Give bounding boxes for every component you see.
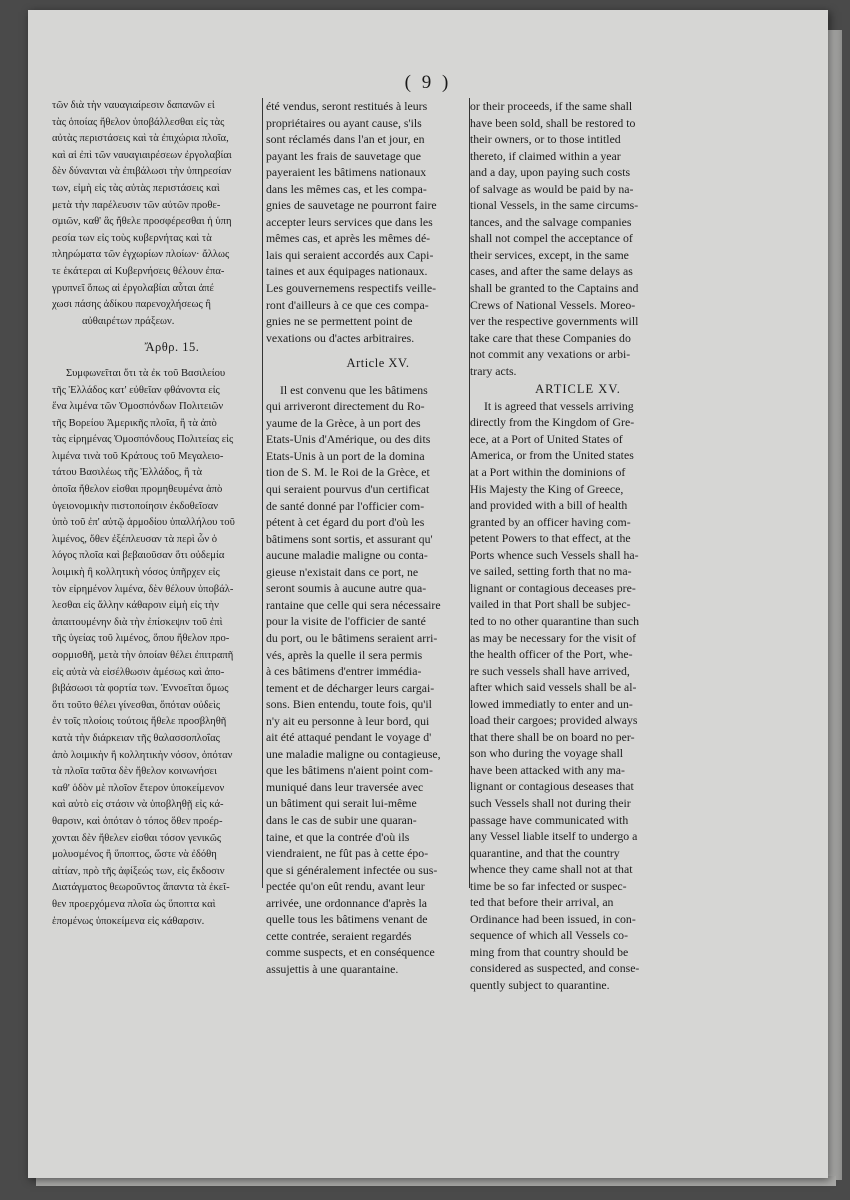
text-line: δὲν δύνανται νὰ ἐπιβάλωσι τὴν ὑπηρεσίαν [52,166,232,178]
text-line: à ces bâtimens d'entrer immédia- [266,664,422,679]
text-line: aucune maladie maligne ou conta- [266,548,428,563]
text-line: petent Powers to that effect, at the [470,531,631,546]
text-line: τάτου Βασιλέως τῆς Ἑλλάδος, ἢ τὰ [52,467,202,479]
text-line: the health officer of the Port, whe- [470,647,633,662]
english-article-body [470,398,686,994]
text-line: ὅτι τοῦτο θέλει γίνεσθαι, ὅπόταν οὐδεὶς [52,699,221,711]
text-line: have been sold, shall be restored to [470,115,636,130]
text-line: ve sailed, setting forth that no ma- [470,564,632,579]
text-line: été vendus, seront restitués à leurs [266,99,428,113]
text-line: ἐν τοῖς πλοίοις τούτοις ἤθελε προσβληθῆ [52,716,227,728]
text-line: that there shall be on board no per- [470,729,635,744]
text-line: τε ἑκάτεραι αἱ Κυβερνήσεις θέλουν ἐπα- [52,265,225,277]
text-line: muniqué dans leur traversée avec [266,779,424,794]
greek-intro-paragraph [52,98,292,330]
text-line: payeraient les bâtimens nationaux [266,165,427,180]
text-line: γρυπνεῖ ὅπως αἱ ἐργολαβίαι αὗται ἀπέ [52,282,214,294]
text-line: as may be necessary for the visit of [470,630,637,645]
text-line: vailed in that Port shall be subjec- [470,597,631,612]
text-line: ece, at a Port of United States of [470,431,623,446]
text-line: de santé donné par l'officier com- [266,498,425,513]
text-line: and a day, upon paying such costs [470,165,631,180]
text-line: λοιμικὴ ἢ κολλητικὴ νόσος ὑπῆρχεν εἰς [52,567,220,579]
text-line: ἀπαιτουμένην διὰ τὴν ἐπίσκεψιν τοῦ ἐπὶ [52,616,223,628]
text-line: sont réclamés dans l'an et jour, en [266,132,425,147]
text-line: ρεσία των εἰς τοὺς κυβερνήτας καὶ τὰ [52,232,212,244]
text-line: tances, and the salvage companies [470,214,632,229]
text-line: que les bâtimens n'aient point com- [266,763,433,778]
text-line: arrivée, une ordonnance d'après la [266,895,427,910]
text-line: Etats-Unis d'Amérique, ou des dits [266,432,431,447]
text-line: μολυσμένος ἢ ὕποπτος, ὥστε νὰ ἐδόθη [52,849,217,861]
text-line: considered as suspected, and conse- [470,961,640,976]
text-line: gieuse n'existait dans ce port, ne [266,564,419,579]
text-line: τὰς ὁποίας ἤθελον ὑποβάλλεσθαι εἰς τὰς [52,116,225,128]
text-line: ὁποῖα ἤθελον εἰσθαι προμηθευμένα ἀπὸ [52,484,223,496]
text-line: λόγος πλοῖα καὶ βεβαιοῦσαν ὅτι οὐδεμία [52,550,225,562]
text-line: sequence of which all Vessels co- [470,928,629,943]
text-line: propriétaires ou ayant cause, s'ils [266,115,422,130]
text-line: assujettis à une quarantaine. [266,961,399,976]
text-line: trary acts. [470,363,517,378]
text-line: cette contrée, seraient regardés [266,928,412,943]
text-line: αὐτὰς περιστάσεις καὶ τὰ ἐπιχώρια πλοῖα, [52,133,229,145]
text-line: qui seraient pourvus d'un certificat [266,482,430,497]
text-line: lignant or contagious deceases pre- [470,580,636,595]
text-line: ming from that country should be [470,944,629,959]
text-line: dans les mêmes cas, et les compa- [266,181,427,196]
text-line: τὰς εἰρημένας Ὁμοσπόνδους Πολιτείας εἰς [52,434,234,446]
text-line: ront d'ailleurs à ce que ces compa- [266,297,429,312]
text-line: of salvage as would be paid by na- [470,181,634,196]
text-line: χωσι πάσης ἀδίκου παρενοχλήσεως ἢ [52,299,211,311]
text-line: and provided with a bill of health [470,498,628,513]
text-line: not commit any vexations or arbi- [470,347,631,362]
text-line: gnies ne se permettent point de [266,314,413,329]
text-line: accepter leurs services que dans les [266,214,433,229]
text-line: taine, et que la contrée d'où ils [266,829,410,844]
text-line: ἕνα λιμένα τῶν Ὁμοσπόνδων Πολιτειῶν [52,401,224,413]
text-line: taines et aux équipages nationaux. [266,264,428,279]
text-line: ὑγειονομικὴν πιστοποίησιν ἐκδοθεῖσαν [52,500,219,512]
text-line: τὰ πλοῖα ταῦτα δὲν ἤθελον κοινωνήσει [52,766,217,778]
text-line: Διατάγματος θεωροῦντος ἅπαντα τὰ ἐκεῖ- [52,882,230,894]
text-line: rantaine que celle qui sera nécessaire [266,597,441,612]
page-number: ( 9 ) [404,72,452,93]
text-line: load their cargoes; provided always [470,713,638,728]
text-line: τῆς Βορείου Ἀμερικῆς πλοῖα, ἢ τὰ ἀπὸ [52,417,217,429]
text-line: Etats-Unis à un port de la domina [266,448,425,463]
text-line: un bâtiment qui serait lui-même [266,796,417,811]
text-line: their owners, or to those intitled [470,132,621,147]
text-line: σμιῶν, καθ' ἃς ἤθελε προσφέρεσθαι ἡ ὑπη [52,216,232,228]
text-line: granted by an officer having com- [470,514,631,529]
text-line: ἀπὸ λοιμικὴν ἢ κολλητικὴν νόσον, ὁπόταν [52,749,233,761]
text-line: such Vessels shall not during their [470,795,631,810]
text-line: ted to no other quarantine than such [470,613,640,628]
page-stack-edge [828,30,842,1180]
text-line: cases, and after the same delays as [470,264,633,279]
text-line: χονται δὲν ἤθελεν εἰσθαι τόσον γενικῶς [52,832,222,844]
text-line: θεν προερχόμενα πλοῖα ὡς ὕποπτα καὶ [52,898,216,910]
text-line: ver the respective governments will [470,314,639,329]
text-line: vexations ou d'actes arbitraires. [266,330,415,345]
text-line: shall not compel the acceptance of [470,231,633,246]
text-line: quelle tous les bâtimens venant de [266,912,428,927]
text-line: τῶν διὰ τὴν ναυαγιαίρεσιν δαπανῶν εἰ [52,100,215,111]
text-line: Crews of National Vessels. Moreo- [470,297,636,312]
greek-column [52,98,292,930]
text-line: tement et de décharger leurs cargai- [266,680,435,695]
text-line: σορμισθῆ, μετὰ τὴν ὁποίαν θέλει ἐπιτραπῆ [52,650,234,661]
text-line: yaume de la Grèce, à un port des [266,415,421,430]
text-line: dans le cas de subir une quaran- [266,812,417,827]
text-line: or their proceeds, if the same shall [470,99,633,113]
text-line: mêmes cas, et après les mêmes dé- [266,231,431,246]
text-line: τῆς Ἑλλάδος κατ' εὐθεῖαν φθάνοντα εἰς [52,384,220,396]
text-line: pétent à cet égard du port d'où les [266,515,425,530]
text-line: viendraient, ne fût pas à cette épo- [266,846,429,861]
english-intro-paragraph [470,98,686,379]
text-line: pour la visite de l'officier de santé [266,614,426,629]
text-line: directly from the Kingdom of Gre- [470,415,635,430]
text-line: qui arriveront directement du Ro- [266,399,425,414]
text-line: seront soumis à aucune autre qua- [266,581,427,596]
text-line: quently subject to quarantine. [470,977,610,992]
text-line: quarantine, and that the country [470,845,620,860]
text-line: Il est convenu que les bâtimens [280,382,428,397]
text-line: payant les frais de sauvetage que [266,148,421,163]
greek-article-heading: Ἄρθρ. 15. [144,340,200,355]
text-line: καὶ αἱ ἐπὶ τῶν ναυαγιαιρέσεων ἐργολαβίαι [52,149,232,161]
text-line: time be so far infected or suspec- [470,878,627,893]
text-line: vés, après la quelle il sera permis [266,647,423,662]
text-line: τῆς ὑγείας τοῦ λιμένος, ὅπου ἤθελον προ- [52,633,230,645]
text-line: comme suspects, et en conséquence [266,945,435,960]
greek-article-body [52,366,292,930]
text-line: ait été attaqué pendant le voyage d' [266,730,432,745]
text-line: at a Port within the dominions of [470,465,626,480]
text-line: shall be granted to the Captains and [470,281,639,296]
text-line: εἰς αὐτὰ νὰ εἰσέλθωσιν ἀμέσως καὶ ἀπο- [52,666,225,678]
text-line: gnies de sauvetage ne pourront faire [266,198,437,213]
text-line: whence they came shall not at that [470,862,633,877]
text-line: λεσθαι εἰς ἄλλην κάθαρσιν εἰμὴ εἰς τὴν [52,600,219,612]
text-line: after which said vessels shall be al- [470,680,637,695]
text-line: take care that these Companies do [470,330,631,345]
text-line: βιβάσωσι τὰ φορτία των. Ἐννοεῖται ὅμως [52,683,229,695]
text-line: αὐθαιρέτων πράξεων. [82,315,175,327]
text-line: passage have communicated with [470,812,629,827]
english-article-heading: ARTICLE XV. [535,382,621,397]
text-line: lignant or contagious deseases that [470,779,634,794]
text-line: ted that before their arrival, an [470,895,614,910]
text-line: Ports whence such Vessels shall ha- [470,547,639,562]
text-line: Ordinance had been issued, in con- [470,911,636,926]
text-line: re such vessels shall have arrived, [470,663,630,678]
text-line: n'y ait eu personne à leur bord, qui [266,713,430,728]
text-line: Les gouvernemens respectifs veille- [266,281,437,296]
french-article-heading: Article XV. [346,356,410,371]
text-line: It is agreed that vessels arriving [484,398,634,413]
text-line: son who during the voyage shall [470,746,624,761]
french-column [266,98,490,977]
text-line: μετὰ τὴν παρέλευσιν τῶν αὐτῶν προθε- [52,199,221,211]
text-line: que si généralement infectée ou sus- [266,862,438,877]
text-line: sons. Bien entendu, toute fois, qu'il [266,697,432,712]
text-line: Συμφωνεῖται ὅτι τὰ ἐκ τοῦ Βασιλείου [66,367,226,379]
text-line: των, εἰμὴ εἰς τὰς αὐτὰς περιστάσεις καὶ [52,182,220,194]
text-line: tional Vessels, in the same circums- [470,198,639,213]
text-line: bâtimens sont sortis, et assurant qu' [266,531,433,546]
french-intro-paragraph [266,98,490,346]
text-line: tion de S. M. le Roi de la Grèce, et [266,465,430,480]
text-line: lais qui seraient accordés aux Capi- [266,247,434,262]
text-line: ὑπὸ τοῦ ἐπ' αὐτῷ ἁρμοδίου ὑπαλλήλου τοῦ [52,517,235,529]
english-column [470,98,686,994]
text-line: any Vessel liable itself to undergo a [470,829,638,844]
text-line: καὶ αὐτὸ εἰς στάσιν νὰ ὑποβληθῇ εἰς κά- [52,799,224,811]
text-line: λιμένος, ὅθεν ἐξέπλευσαν τὰ περὶ ὧν ὁ [52,533,218,545]
text-line: du port, ou le bâtimens seraient arri- [266,630,438,645]
text-line: their services, except, in the same [470,247,629,262]
text-line: ἑπομένως ὑποκείμενα εἰς κάθαρσιν. [52,915,205,927]
text-line: αἰτίαν, πρὸ τῆς ἀφίξεώς των, εἰς ἔκδοσιν [52,865,225,877]
text-line: καθ' ὁδὸν μὲ πλοῖον ἕτερον ὑποκείμενον [52,782,225,794]
text-line: κατὰ τὴν διάρκειαν τῆς θαλασσοπλοΐας [52,732,220,744]
text-line: τὸν εἰρημένον λιμένα, δὲν θέλουν ὑποβάλ- [52,583,234,595]
french-article-body [266,382,490,978]
text-line: America, or from the United states [470,448,634,463]
text-line: λιμένα τινὰ τοῦ Κράτους τοῦ Μεγαλειο- [52,450,224,462]
text-line: une maladie maligne ou contagieuse, [266,746,441,761]
text-line: pectée qu'on eût rendu, avant leur [266,879,425,894]
text-line: lowed immediatly to enter and un- [470,696,633,711]
text-line: have been attacked with any ma- [470,762,625,777]
text-line: πληρώματα τῶν ἐγχωρίων πλοίων· ἄλλως [52,249,230,261]
text-line: thereto, if claimed within a year [470,148,621,163]
text-line: His Majesty the King of Greece, [470,481,624,496]
text-line: θαρσιν, καὶ ὁπόταν ὁ τόπος ὅθεν προέρ- [52,815,223,827]
